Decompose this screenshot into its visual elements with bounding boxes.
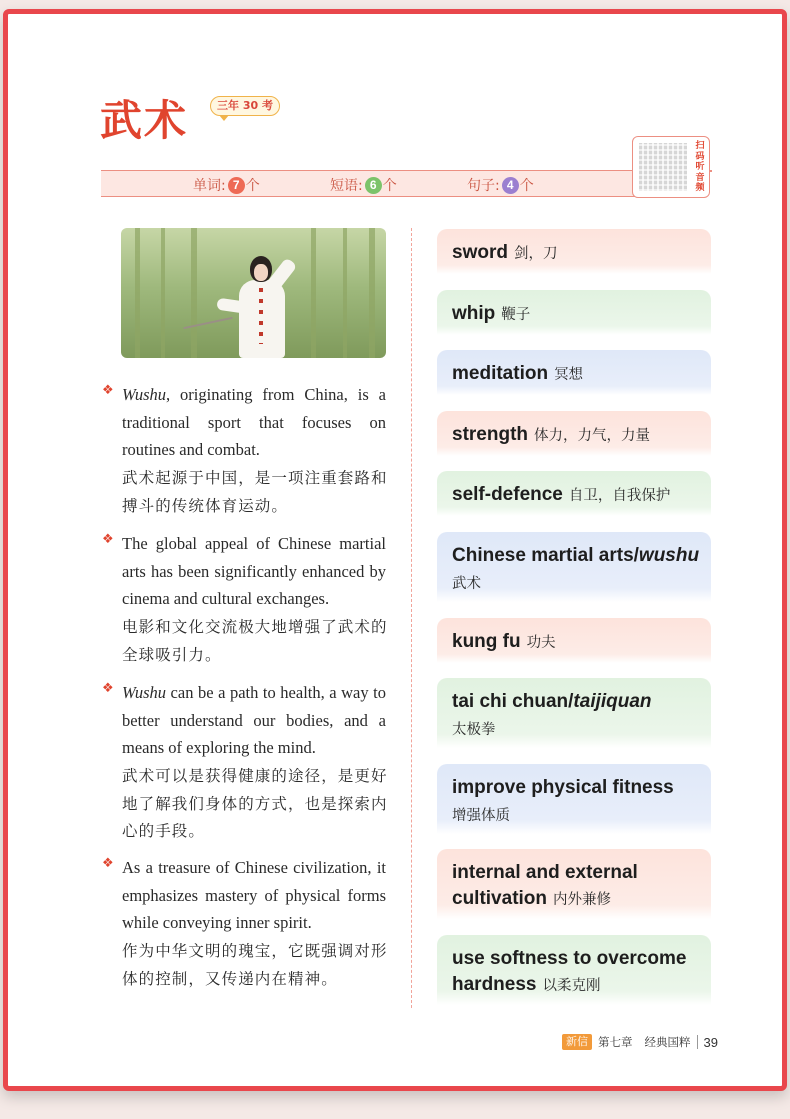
- vocab-card-softness: [437, 935, 711, 1005]
- paragraph-3-italic: Wushu: [122, 683, 167, 702]
- page-number: 39: [703, 1034, 718, 1050]
- vocab-en-line2: cultivation: [452, 888, 548, 909]
- vocab-en: strength: [452, 424, 528, 445]
- vocab-en-text: tai chi chuan/: [452, 691, 574, 712]
- fan-bullet-icon: ❖: [102, 680, 114, 695]
- phrase-count-label: 短语:: [330, 178, 363, 194]
- vocab-card-cultivation: [437, 849, 711, 919]
- vocab-zh: 鞭子: [501, 307, 531, 323]
- paragraph-1-italic: Wushu: [122, 385, 167, 404]
- footer-section: 经典国粹: [644, 1035, 691, 1049]
- vocab-en: use softness to overcome: [452, 948, 687, 969]
- phrase-count: [330, 175, 397, 195]
- word-count-unit: 个: [245, 178, 260, 194]
- paragraph-1-chinese: 武术起源于中国，是一项注重套路和搏斗的传统体育运动。: [122, 469, 388, 515]
- vocab-card-kung-fu: [437, 618, 711, 663]
- paragraph-1-english: [122, 381, 386, 464]
- footer-separator: [697, 1035, 698, 1049]
- vocab-zh: 以柔克刚: [542, 978, 601, 994]
- vocab-card-strength: [437, 411, 711, 456]
- sentence-count-number: 4: [502, 177, 519, 194]
- count-bar: [101, 170, 639, 197]
- qr-code-box[interactable]: [632, 136, 710, 198]
- paragraph-3-chinese: 武术可以是获得健康的途径，是更好地了解我们身体的方式，也是探索内心的手段。: [122, 767, 388, 840]
- vocab-en: whip: [452, 303, 496, 324]
- vocab-en: sword: [452, 242, 508, 263]
- vocab-en: [452, 545, 699, 566]
- paragraph-1-text: , originating from China, is a traditional sport that focuses on routines and combat.: [122, 385, 386, 459]
- word-count-label: 单词:: [193, 178, 226, 194]
- vocab-en-text: Chinese martial arts/: [452, 545, 639, 566]
- vocab-zh: 体力，力气，力量: [534, 428, 650, 444]
- vocab-en-italic: taijiquan: [573, 691, 652, 712]
- vocab-zh: 增强体质: [452, 808, 510, 824]
- sentence-count: [467, 175, 534, 195]
- paragraph-4-chinese: 作为中华文明的瑰宝，它既强调对形体的控制，又传递内在精神。: [122, 942, 388, 988]
- footer-badge: 新信: [562, 1034, 592, 1050]
- paragraph-2-chinese: 电影和文化交流极大地增强了武术的全球吸引力。: [122, 618, 388, 664]
- paragraph-3-text: can be a path to health, a way to better understand our bodies, and a means of exploring the mind.: [122, 683, 386, 757]
- vocab-card-sword: [437, 229, 711, 274]
- paragraph-3-english: [122, 679, 386, 762]
- vocab-zh: 功夫: [526, 635, 556, 651]
- vocab-zh: 太极拳: [452, 722, 496, 738]
- word-count-number: 7: [228, 177, 245, 194]
- page-footer: [562, 1033, 718, 1051]
- sentence-count-unit: 个: [519, 178, 534, 194]
- exam-frequency-tag: 三年 30 考: [210, 96, 280, 116]
- vocab-zh: 武术: [452, 576, 481, 592]
- paragraph-4-english: [122, 854, 386, 937]
- page-title: 武术: [100, 96, 189, 145]
- vocab-card-martial-arts: [437, 532, 711, 602]
- vocab-en: improve physical fitness: [452, 777, 674, 798]
- vocab-card-tai-chi: [437, 678, 711, 748]
- vocab-en-line2: hardness: [452, 974, 537, 995]
- fan-bullet-icon: ❖: [102, 531, 114, 546]
- qr-code-icon[interactable]: [639, 143, 687, 191]
- vocab-en: [452, 691, 652, 712]
- vocab-en: kung fu: [452, 631, 521, 652]
- footer-chapter: 第七章: [598, 1035, 633, 1049]
- vocab-card-meditation: [437, 350, 711, 395]
- vocab-card-whip: [437, 290, 711, 335]
- vocab-en-italic: wushu: [638, 545, 700, 566]
- vocab-zh: 冥想: [554, 367, 584, 383]
- paragraph-4-text: As a treasure of Chinese civilization, it emphasizes mastery of physical forms while conveying inner spirit.: [122, 858, 386, 932]
- column-divider: [411, 228, 412, 1008]
- vocab-en: internal and external: [452, 862, 638, 883]
- qr-label: 扫码听音频: [695, 141, 705, 193]
- vocab-zh: 剑，刀: [513, 246, 558, 262]
- vocab-card-self-defence: [437, 471, 711, 516]
- word-count: [193, 175, 260, 195]
- sentence-count-label: 句子:: [467, 178, 500, 194]
- phrase-count-number: 6: [365, 177, 382, 194]
- paragraph-2-english: [122, 530, 386, 613]
- taichi-photo: [121, 228, 386, 358]
- vocab-en: self-defence: [452, 484, 563, 505]
- vocab-card-improve-fitness: [437, 764, 711, 834]
- vocab-zh: 内外兼修: [553, 892, 612, 908]
- fan-bullet-icon: ❖: [102, 382, 114, 397]
- paragraph-2-text: The global appeal of Chinese martial arts has been significantly enhanced by cinema and cultural exchanges.: [122, 534, 386, 608]
- vocab-en: meditation: [452, 363, 549, 384]
- phrase-count-unit: 个: [382, 178, 397, 194]
- vocab-zh: 自卫，自我保护: [568, 488, 671, 504]
- fan-bullet-icon: ❖: [102, 855, 114, 870]
